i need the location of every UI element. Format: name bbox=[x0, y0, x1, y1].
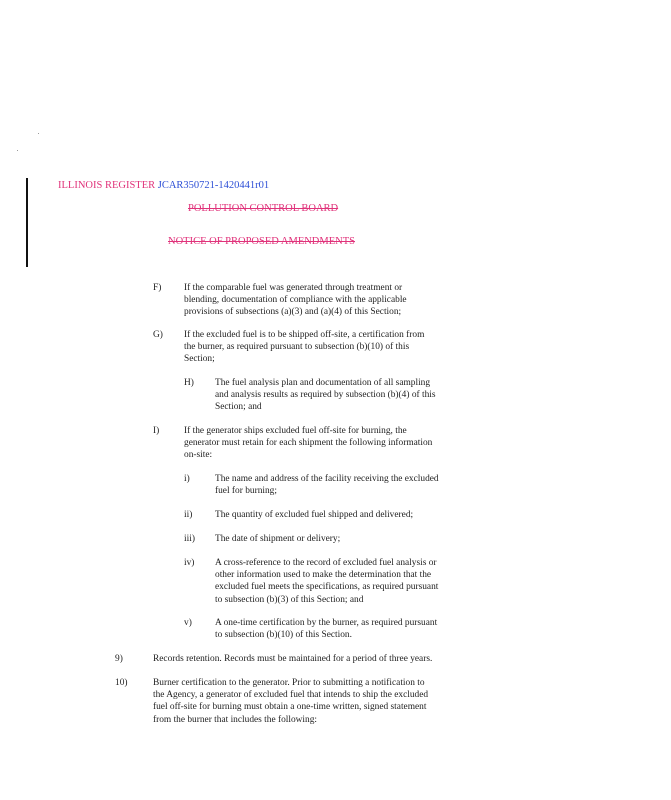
item-label: iv) bbox=[184, 558, 195, 568]
item-text: The date of shipment or delivery; bbox=[215, 534, 341, 544]
item-text: The fuel analysis plan and documentation of all sampling and analysis results as required by subsection (b)(4) of this Section; and bbox=[215, 378, 436, 413]
item-text: A one-time certification by the burner, as required pursuant to subsection (b)(10) of this Section. bbox=[215, 618, 438, 641]
scan-speck bbox=[17, 150, 18, 151]
item-text: The quantity of excluded fuel shipped and delivered; bbox=[215, 510, 414, 520]
scan-speck bbox=[38, 133, 39, 134]
item-label: i) bbox=[184, 474, 190, 484]
item-label: H) bbox=[184, 378, 194, 388]
item-text: A cross-reference to the record of excluded fuel analysis or other information used to make the determination that the excluded fuel meets the specifications, as required pursuant to subsection (b)(3) of this Section; and bbox=[215, 558, 439, 605]
item-label: 10) bbox=[115, 678, 128, 688]
item-text: Records retention. Records must be maintained for a period of three years. bbox=[153, 654, 433, 664]
register-label: ILLINOIS REGISTER bbox=[58, 180, 156, 191]
document-code: JCAR350721-1420441r01 bbox=[157, 180, 270, 191]
item-label: G) bbox=[153, 330, 163, 340]
board-title: POLLUTION CONTROL BOARD bbox=[188, 203, 339, 214]
revision-change-bar bbox=[26, 178, 28, 267]
item-label: I) bbox=[153, 426, 160, 436]
item-label: iii) bbox=[184, 534, 195, 544]
item-label: v) bbox=[184, 618, 192, 628]
item-text: If the comparable fuel was generated through treatment or blending, documentation of compliance with the applicable provisions of subsections (a)(3) and (a)(4) of this Section; bbox=[184, 283, 407, 318]
register-header bbox=[58, 180, 269, 192]
item-text: The name and address of the facility receiving the excluded fuel for burning; bbox=[215, 474, 439, 497]
notice-title: NOTICE OF PROPOSED AMENDMENTS bbox=[168, 236, 355, 247]
item-label: F) bbox=[153, 283, 162, 293]
item-text: If the generator ships excluded fuel off-site for burning, the generator must retain for each shipment the following information on-site: bbox=[184, 426, 433, 461]
item-text: If the excluded fuel is to be shipped off-site, a certification from the burner, as required pursuant to subsection (b)(10) of this Section; bbox=[184, 330, 425, 365]
item-label: ii) bbox=[184, 510, 193, 520]
item-label: 9) bbox=[115, 654, 123, 664]
item-text: Burner certification to the generator. Prior to submitting a notification to the Agency, a generator of excluded fuel that intends to ship the excluded fuel off-site for burning must obtain a one-time written, signed statement from the burner that includes the following: bbox=[153, 678, 429, 725]
